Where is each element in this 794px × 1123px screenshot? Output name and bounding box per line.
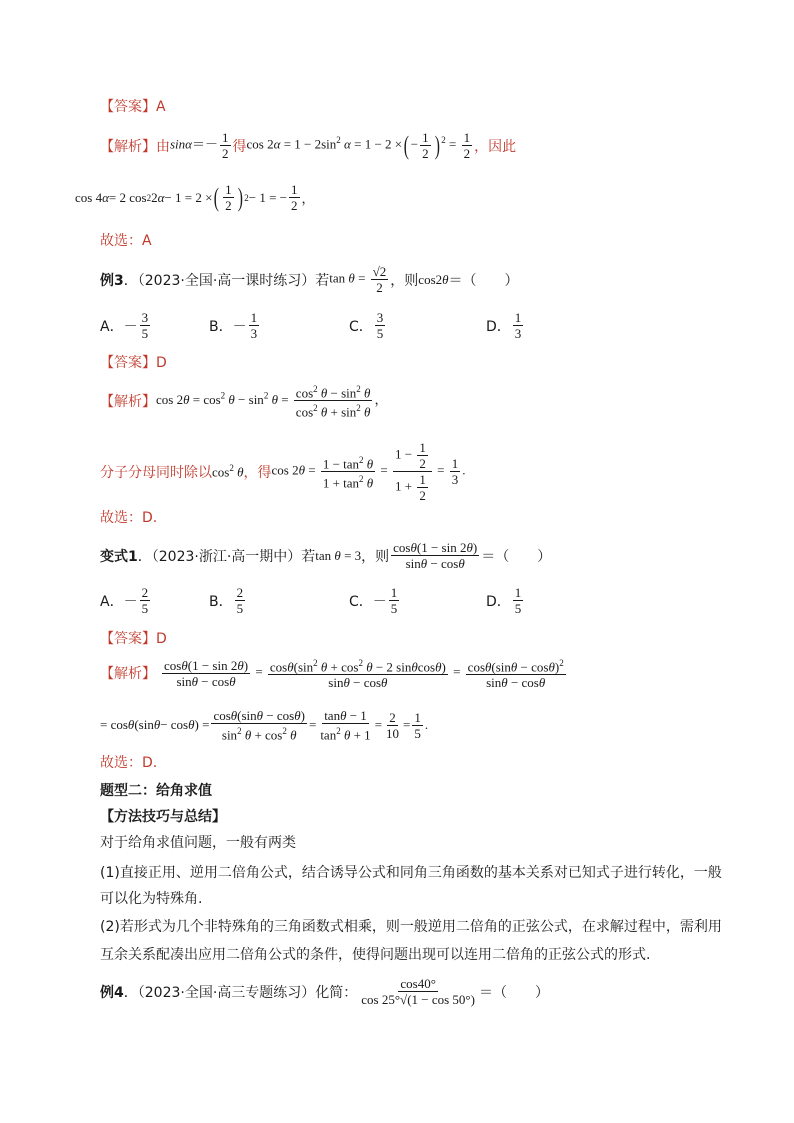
option-d[interactable]: D． $\frac{1}{3}$: [486, 310, 522, 341]
formula-variant-analysis-1: $\frac{\cos\theta(1 - \sin 2\theta)}{\sin\theta - \cos\theta}$ = $\frac{\cos\theta(\sin^2 \theta + \cos^2 \theta - 2 \sin\theta\cos\theta)}{\sin\theta - \cos\theta}$ = $\frac{\cos\theta(\sin\theta - \cos\theta)^2}{\sin\theta - \cos\theta}$: [164, 657, 564, 691]
option-c[interactable]: C． $\frac{3}{5}$: [349, 310, 384, 341]
option-c[interactable]: C． － $\frac{1}{5}$: [349, 585, 398, 616]
example-3-label: 例3: [100, 272, 124, 289]
variant-1-question: 变式1 ．（2023·浙江·高一期中）若 tan θ = 3 ，则 $\frac{\cos\theta(1 - \sin 2\theta)}{\sin\theta - \cos\theta}$ ＝（ ）: [100, 540, 552, 571]
example-3-options: [100, 310, 700, 344]
option-a[interactable]: A． － $\frac{2}{5}$: [100, 585, 149, 616]
formula-variant-1: $\frac{\cos\theta(1 - \sin 2\theta)}{\sin\theta - \cos\theta}$: [393, 540, 478, 571]
conclusion-v1: 故选：D.: [100, 755, 158, 771]
method-p2-line2: 互余关系配凑出应用二倍角公式的条件，使得问题出现可以连用二倍角的正弦公式的形式.: [100, 947, 651, 963]
option-b[interactable]: B． － $\frac{1}{3}$: [209, 310, 258, 341]
method-p1-line1: (1)直接正用、逆用二倍角公式，结合诱导公式和同角三角函数的基本关系对已知式子进行转化，一般: [100, 865, 722, 881]
method-p1-line2: 可以化为特殊角.: [100, 891, 203, 907]
answer-value: A: [156, 99, 166, 115]
option-b[interactable]: B． $\frac{2}{5}$: [209, 585, 244, 616]
analysis-line-v1: 【解析】 $\frac{\cos\theta(1 - \sin 2\theta)}{\sin\theta - \cos\theta}$ = $\frac{\cos\theta(\sin^2 \theta + \cos^2 \theta - 2 \sin\theta\cos\theta)}{\sin\theta - \cos\theta}$ = $\frac{\cos\theta(\sin\theta - \cos\theta)^2}{\sin\theta - \cos\theta}$: [100, 656, 568, 690]
formula-tan-division: cos 2θ = $\frac{1 - \tan^2 \theta}{1 + \tan^2 \theta}$ = 1 − $\frac{1}{2}$ 1 + $\frac{1}{2}$ = $\frac{1}{3}$ .: [271, 440, 466, 503]
analysis-line-1: 【解析】 由 sinα＝－ $\frac{1}{2}$ 得 $\cos 2\alpha = 1 - 2\sin^2$ α = 1 − 2 ×( − $\frac{1}{2}$ ) $^2$ = $\frac{1}{2}$ ，因此: [100, 130, 517, 161]
conclusion-3: 故选：D.: [100, 510, 158, 526]
method-p2-line1: (2)若形式为几个非特殊角的三角函数式相乘，则一般逆用二倍角的正弦公式，在求解过程中，需利用: [100, 919, 722, 935]
answer-line-v1: 【答案】D: [100, 631, 167, 647]
answer-line-1: [100, 96, 166, 116]
formula-cos-2alpha: $\cos 2\alpha = 1 - 2\sin^2$ α = 1 − 2 ×( − $\frac{1}{2}$ ) $^2$ = $\frac{1}{2}$: [246, 130, 471, 161]
analysis-line-3: 【解析】 $\cos 2\theta = \cos^2 \theta - \sin^2 \theta$ = $\frac{\cos^2 \theta - \sin^2 \theta}{\cos^2 \theta + \sin^2 \theta}$ ，: [100, 384, 388, 420]
option-a[interactable]: A． － $\frac{3}{5}$: [100, 310, 149, 341]
option-d[interactable]: D． $\frac{1}{5}$: [486, 585, 522, 616]
formula-example-4: $\frac{\cos 40^\circ}{\cos 25^\circ√(1 - \cos 50^\circ)}$: [361, 976, 475, 1007]
variant-1-options: [100, 585, 700, 619]
formula-cos2theta: $\cos 2\theta = \cos^2 \theta - \sin^2 \theta$ = $\frac{\cos^2 \theta - \sin^2 \theta}{\cos^2 \theta + \sin^2 \theta}$ ，: [156, 384, 388, 420]
section-title: 题型二：给角求值: [100, 783, 212, 799]
conclusion-1: 故选：A: [100, 233, 152, 249]
answer-line-3: 【答案】D: [100, 355, 167, 371]
example-3-question: 例3 ．（2023·全国·高一课时练习）若 tan θ = $\frac{√2}{2}$ ，则 cos2θ ＝（ ）: [100, 264, 519, 295]
formula-sin-alpha: sinα＝－ $\frac{1}{2}$: [170, 130, 229, 161]
analysis-line-3b: 分子分母同时除以 $\cos^2 \theta$ ，得 cos 2θ = $\frac{1 - \tan^2 \theta}{1 + \tan^2 \theta}$ = 1 − $\frac{1}{2}$ 1 + $\frac{1}{2}$ = $\frac{1}{3}$ .: [100, 440, 466, 503]
method-title: 【方法技巧与总结】: [100, 809, 226, 825]
variant-1-label: 变式1: [100, 548, 138, 565]
formula-tan-theta: tan θ = $\frac{√2}{2}$: [329, 264, 387, 295]
example-4-label: 例4: [100, 984, 124, 1001]
formula-variant-analysis-2: = cos θ (sin θ − cos θ ) = $\frac{\cos\theta(\sin\theta - \cos\theta)}{\sin^2 \theta + \cos^2 \theta}$ = $\frac{\tan\theta - 1}{\tan^2 \theta + 1}$ = $\frac{2}{10}$ = $\frac{1}{5}$ .: [100, 708, 429, 743]
method-intro: 对于给角求值问题，一般有两类: [100, 835, 296, 851]
answer-label: 【答案】: [100, 99, 156, 115]
analysis-label: 【解析】: [100, 138, 156, 155]
formula-cos-4alpha: cos 4 α = 2 cos 2 2 α − 1 = 2 × ( $\frac{1}{2}$ ) 2 − 1 = − $\frac{1}{2}$ ，: [75, 182, 315, 213]
example-4-question: 例4 ．（2023·全国·高三专题练习）化简： $\frac{\cos 40^\circ}{\cos 25^\circ√(1 - \cos 50^\circ)}$ ＝（ ）: [100, 976, 549, 1007]
